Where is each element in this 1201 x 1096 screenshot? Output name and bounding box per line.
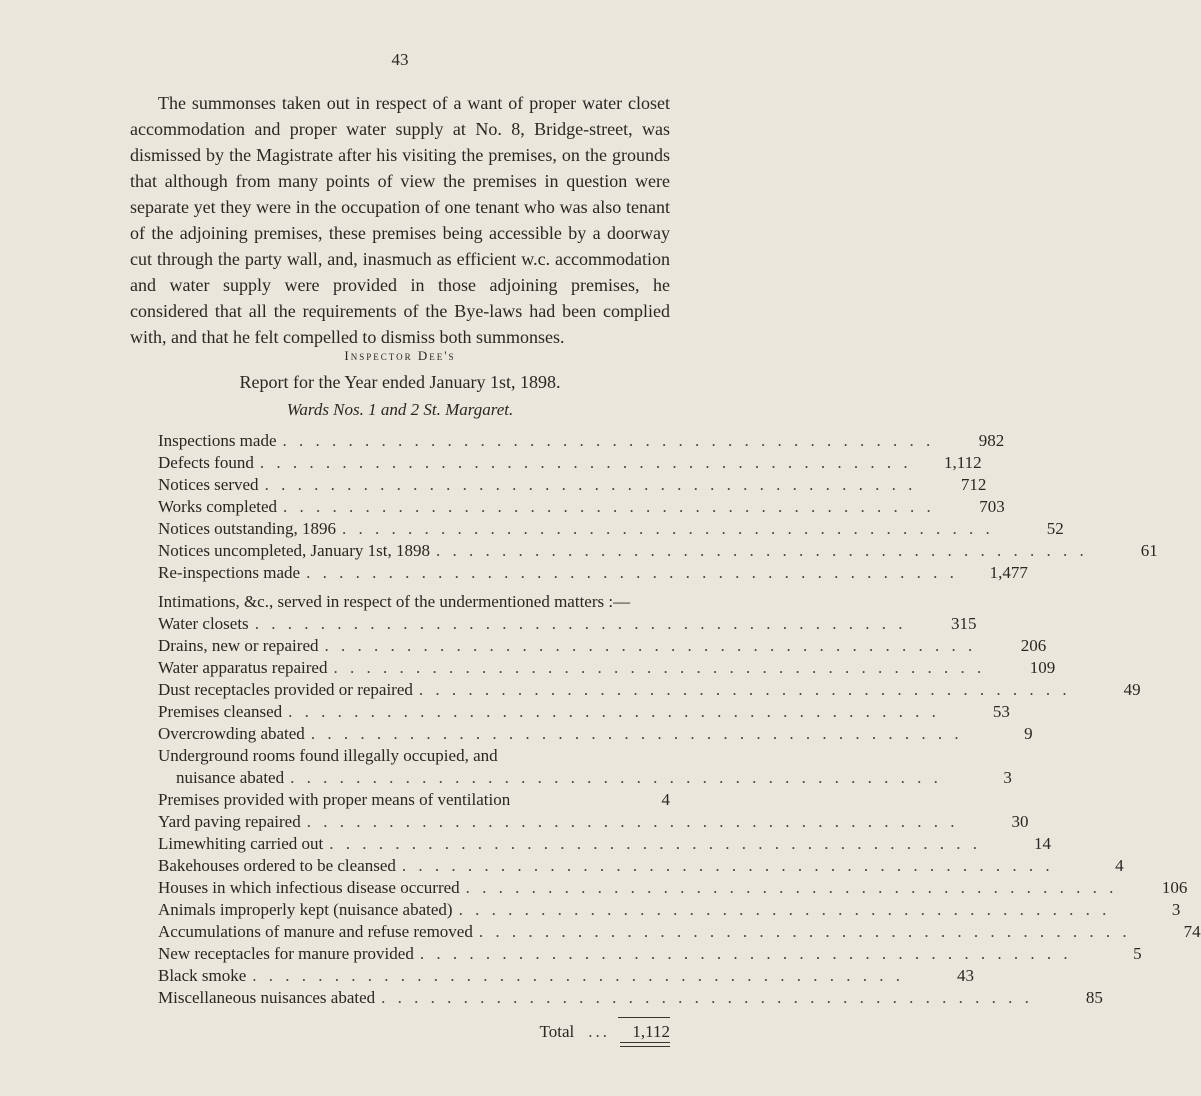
leader-dots: . . . . . . . . . . . . . . . . . . . . . . . . . . . . . . . . . . . . . . . . — [465, 878, 1118, 897]
row-value: 109 — [1029, 658, 1056, 677]
table-row — [158, 789, 670, 811]
row-value: 49 — [1123, 680, 1141, 699]
row-value: 74 — [1183, 922, 1201, 941]
row-label: Overcrowding abated — [158, 724, 305, 743]
total-value: 1,112 — [618, 1017, 670, 1042]
row-label: Notices outstanding, 1896 — [158, 519, 337, 538]
leader-dots: . . . . . . . . . . . . . . . . . . . . . . . . . . . . . . . . . . . . . . . . — [324, 636, 977, 655]
table-row — [158, 518, 1064, 540]
row-label: Animals improperly kept (nuisance abated) — [158, 900, 453, 919]
row-value: 14 — [1033, 834, 1051, 853]
table-row — [158, 855, 1124, 877]
row-label: New receptacles for manure provided — [158, 944, 414, 963]
row-label: Black smoke — [158, 966, 247, 985]
row-label: Miscellaneous nuisances abated — [158, 988, 376, 1007]
report-heading-wards: Wards Nos. 1 and 2 St. Margaret. — [286, 400, 514, 419]
row-label: Yard paving repaired — [158, 812, 301, 831]
intimations-intro: Intimations, &c., served in respect of the undermentioned matters :— — [158, 592, 631, 611]
leader-dots: . . . . . . . . . . . . . . . . . . . . . . . . . . . . . . . . . . . . . . . . — [401, 856, 1054, 875]
table-row — [158, 877, 1188, 899]
total-label: Total — [539, 1022, 575, 1041]
total-row — [158, 1017, 670, 1042]
table-row — [158, 723, 1033, 745]
table-row — [158, 657, 1056, 679]
row-label: nuisance abated — [176, 768, 285, 787]
row-value: 85 — [1085, 988, 1103, 1007]
table-row — [158, 452, 982, 474]
row-value: 1,112 — [943, 453, 982, 472]
report-heading-inspector: Inspector Dee's — [344, 348, 456, 363]
row-value: 53 — [992, 702, 1010, 721]
row-value: 1,477 — [989, 563, 1028, 582]
row-label: Water apparatus repaired — [158, 658, 328, 677]
leader-dots: . . . . . . . . . . . . . . . . . . . . . . . . . . . . . . . . . . . . . . . . — [329, 834, 981, 853]
table-row — [158, 430, 1005, 452]
row-value: 206 — [1020, 636, 1047, 655]
table-row — [158, 943, 1142, 965]
row-value: 30 — [1011, 812, 1029, 831]
report-heading-title: Report for the Year ended January 1st, 1898. — [239, 372, 561, 392]
table-row — [158, 701, 1010, 723]
leader-dots: . . . . . . . . . . . . . . . . . . . . . . . . . . . . . . . . . . . . . . . . — [342, 519, 994, 538]
row-label: Accumulations of manure and refuse removed — [158, 922, 473, 941]
leader-dots: . . . . . . . . . . . . . . . . . . . . . . . . . . . . . . . . . . . . . . . . — [259, 453, 912, 472]
leader-dots: ... — [588, 1022, 610, 1041]
leader-dots: . . . . . . . . . . . . . . . . . . . . . . . . . . . . . . . . . . . . . . . . — [306, 812, 959, 831]
row-label: Defects found — [158, 453, 254, 472]
row-value: 703 — [979, 497, 1005, 516]
row-value: 4 — [1115, 856, 1124, 875]
leader-dots: . . . . . . . . . . . . . . . . . . . . . . . . . . . . . . . . . . . . . . . . — [435, 541, 1088, 560]
row-value: 5 — [1133, 944, 1142, 963]
matters-section — [158, 613, 1201, 1009]
row-value: 61 — [1140, 541, 1158, 560]
row-label: Underground rooms found illegally occupied, and — [158, 746, 498, 765]
row-value: 4 — [661, 790, 670, 809]
row-label: Dust receptacles provided or repaired — [158, 680, 413, 699]
page-number: 43 — [391, 50, 409, 69]
row-label: Inspections made — [158, 431, 277, 450]
row-label: Water closets — [158, 614, 249, 633]
row-label: Notices served — [158, 475, 259, 494]
row-label: Drains, new or repaired — [158, 636, 319, 655]
table-row — [158, 635, 1047, 657]
leader-dots: . . . . . . . . . . . . . . . . . . . . . . . . . . . . . . . . . . . . . . . . — [252, 966, 905, 985]
table-row — [158, 987, 1103, 1009]
leader-dots: . . . . . . . . . . . . . . . . . . . . . . . . . . . . . . . . . . . . . . . . — [418, 680, 1071, 699]
table-row — [158, 745, 670, 767]
leader-dots: . . . . . . . . . . . . . . . . . . . . . . . . . . . . . . . . . . . . . . . . — [478, 922, 1131, 941]
row-label: Premises provided with proper means of ventilation — [158, 790, 511, 809]
leader-dots: . . . . . . . . . . . . . . . . . . . . . . . . . . . . . . . . . . . . . . . . — [288, 702, 940, 721]
report-table — [158, 430, 1201, 1042]
table-row — [158, 899, 1181, 921]
row-value: 43 — [957, 966, 975, 985]
row-value: 3 — [1171, 900, 1181, 919]
table-row — [158, 613, 977, 635]
leader-dots: . . . . . . . . . . . . . . . . . . . . . . . . . . . . . . . . . . . . . . . . — [333, 658, 986, 677]
row-label: Re-inspections made — [158, 563, 301, 582]
row-label: Works completed — [158, 497, 278, 516]
leader-dots: . . . . . . . . . . . . . . . . . . . . . . . . . . . . . . . . . . . . . . . . — [290, 768, 942, 787]
table-row — [158, 562, 1028, 584]
row-value: 315 — [950, 614, 977, 633]
table-row — [158, 496, 1005, 518]
leader-dots: . . . . . . . . . . . . . . . . . . . . . . . . . . . . . . . . . . . . . . . . — [310, 724, 963, 743]
row-value: 982 — [978, 431, 1005, 450]
leader-dots: . . . . . . . . . . . . . . . . . . . . . . . . . . . . . . . . . . . . . . . . — [264, 475, 917, 494]
table-row — [158, 833, 1051, 855]
leader-dots: . . . . . . . . . . . . . . . . . . . . . . . . . . . . . . . . . . . . . . . . — [283, 497, 935, 516]
table-row — [158, 921, 1201, 943]
leader-dots: . . . . . . . . . . . . . . . . . . . . . . . . . . . . . . . . . . . . . . . . — [254, 614, 907, 633]
leader-dots: . . . . . . . . . . . . . . . . . . . . . . . . . . . . . . . . . . . . . . . . — [419, 944, 1072, 963]
row-label: Bakehouses ordered to be cleansed — [158, 856, 396, 875]
row-label: Premises cleansed — [158, 702, 283, 721]
row-label: Notices uncompleted, January 1st, 1898 — [158, 541, 430, 560]
body-paragraph: The summonses taken out in respect of a want of proper water closet accommodation and proper water supply at No. 8, Bridge-street, was dismissed by the Magistrate after his visiting the premises, on the grounds that although from many points of view the premises in question were separate yet they were in the occupation of one tenant who was also tenant of the adjoining premises, these premises being accessible by a doorway cut through the party wall, and, inasmuch as efficient w.c. accommodation and water supply were provided in those adjoining premises, he considered that all the requirements of the Bye-laws had been complied with, and that he felt compelled to dismiss both summonses. — [130, 93, 670, 347]
leader-dots: . . . . . . . . . . . . . . . . . . . . . . . . . . . . . . . . . . . . . . . . — [282, 431, 935, 450]
table-row — [158, 811, 1029, 833]
row-label: Limewhiting carried out — [158, 834, 324, 853]
leader-dots: . . . . . . . . . . . . . . . . . . . . . . . . . . . . . . . . . . . . . . . . — [458, 900, 1111, 919]
table-row — [158, 540, 1158, 562]
row-label: Houses in which infectious disease occurred — [158, 878, 460, 897]
row-value: 712 — [960, 475, 987, 494]
row-value: 3 — [1003, 768, 1012, 787]
table-row — [158, 474, 987, 496]
row-value: 52 — [1046, 519, 1064, 538]
table-row — [158, 767, 1012, 789]
table-row — [158, 965, 975, 987]
leader-dots: . . . . . . . . . . . . . . . . . . . . . . . . . . . . . . . . . . . . . . . . — [381, 988, 1033, 1007]
leader-dots: . . . . . . . . . . . . . . . . . . . . . . . . . . . . . . . . . . . . . . . . — [306, 563, 958, 582]
table-row — [158, 679, 1141, 701]
summary-section — [158, 430, 1158, 584]
row-value: 106 — [1161, 878, 1188, 897]
row-value: 9 — [1024, 724, 1033, 743]
section-gap — [158, 584, 670, 591]
